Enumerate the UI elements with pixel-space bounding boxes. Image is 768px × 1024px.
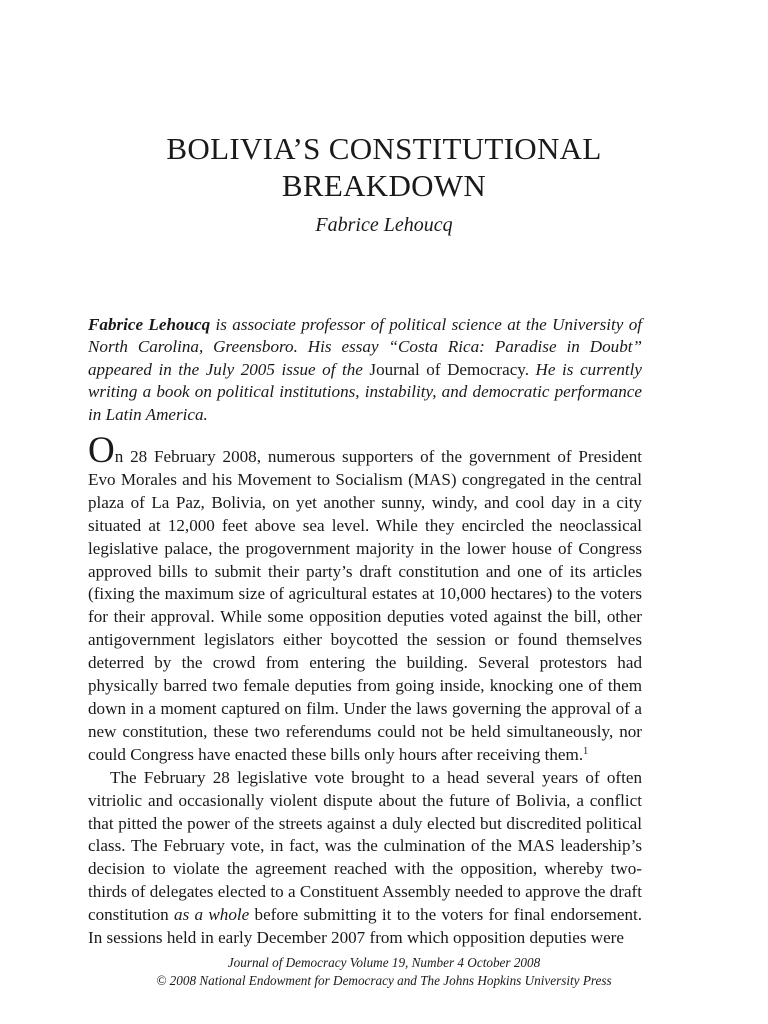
article-title: [0, 130, 768, 204]
bio-text-3: He is currently writing a book on political institutions, instability, and democratic performance in Latin America.: [88, 359, 642, 424]
paragraph-2-text-2: before submitting it to the voters for final endorsement. In sessions held in early December 2007 from which opposition deputies were: [88, 905, 643, 948]
paragraph-2-emphasis: as a whole: [174, 905, 250, 925]
footer-journal-info: Journal of Democracy Volume 19, Number 4 October 2008: [227, 955, 541, 970]
footnote-reference: 1: [583, 745, 589, 757]
author-bio: [88, 314, 642, 426]
title-line-1: BOLIVIA’S CONSTITUTIONAL: [166, 131, 602, 166]
footer-copyright: © 2008 National Endowment for Democracy and The Johns Hopkins University Press: [156, 972, 612, 988]
article-body: [88, 430, 643, 950]
bio-of-word: of: [419, 359, 448, 379]
title-line-2: BREAKDOWN: [281, 168, 487, 203]
article-author: Fabrice Lehoucq: [315, 214, 453, 236]
bio-author-name: Fabrice Lehoucq: [88, 315, 211, 334]
body-paragraph-2: [88, 767, 642, 950]
bio-text-1: is associate professor of political science at the University of North Carolina, Greensboro. His essay “Costa Rica: Paradise in Doubt” appeared in the July 2005 issue of the: [88, 315, 642, 379]
body-paragraph-1: [88, 430, 642, 767]
bio-journal-name: Democracy.: [447, 359, 530, 379]
bio-journal-word: Journal: [369, 359, 420, 379]
paragraph-2-text-1: The February 28 legislative vote brought to a head several years of often vitriolic and occasionally violent dispute about the future of Bolivia, a conflict that pitted the power of the streets against a duly elected but discredited political class. The February vote, in fact, was the culmination of the MAS leadership’s decision to violate the agreement reached with the opposition, whereby two-thirds of delegates elected to a Constituent Assembly needed to approve the draft constitution: [88, 767, 642, 925]
paragraph-1-text: On 28 February 2008, numerous supporters of the government of President Evo Morales and his Movement to Socialism (MAS) congregated in the central plaza of La Paz, Bolivia, on yet another sunny, windy, and cool day in a city situated at 12,000 feet above sea level. While they encircled the neoclassical legislative palace, the progovernment majority in the lower house of Congress approved bills to submit their party’s draft constitution and one of its articles (fixing the maximum size of agricultural estates at 10,000 hectares) to the voters for their approval. While some opposition deputies voted against the bill, other antigovernment legislators either boycotted the session or found themselves deterred by the crowd from entering the building. Several protestors had physically barred two female deputies from going inside, knocking one of them down in a moment captured on film. Under the laws governing the approval of a new constitution, these two referendums could not be held simultaneously, nor could Congress have enacted these bills only hours after receiving them.: [88, 430, 642, 764]
page-footer: [0, 954, 768, 989]
